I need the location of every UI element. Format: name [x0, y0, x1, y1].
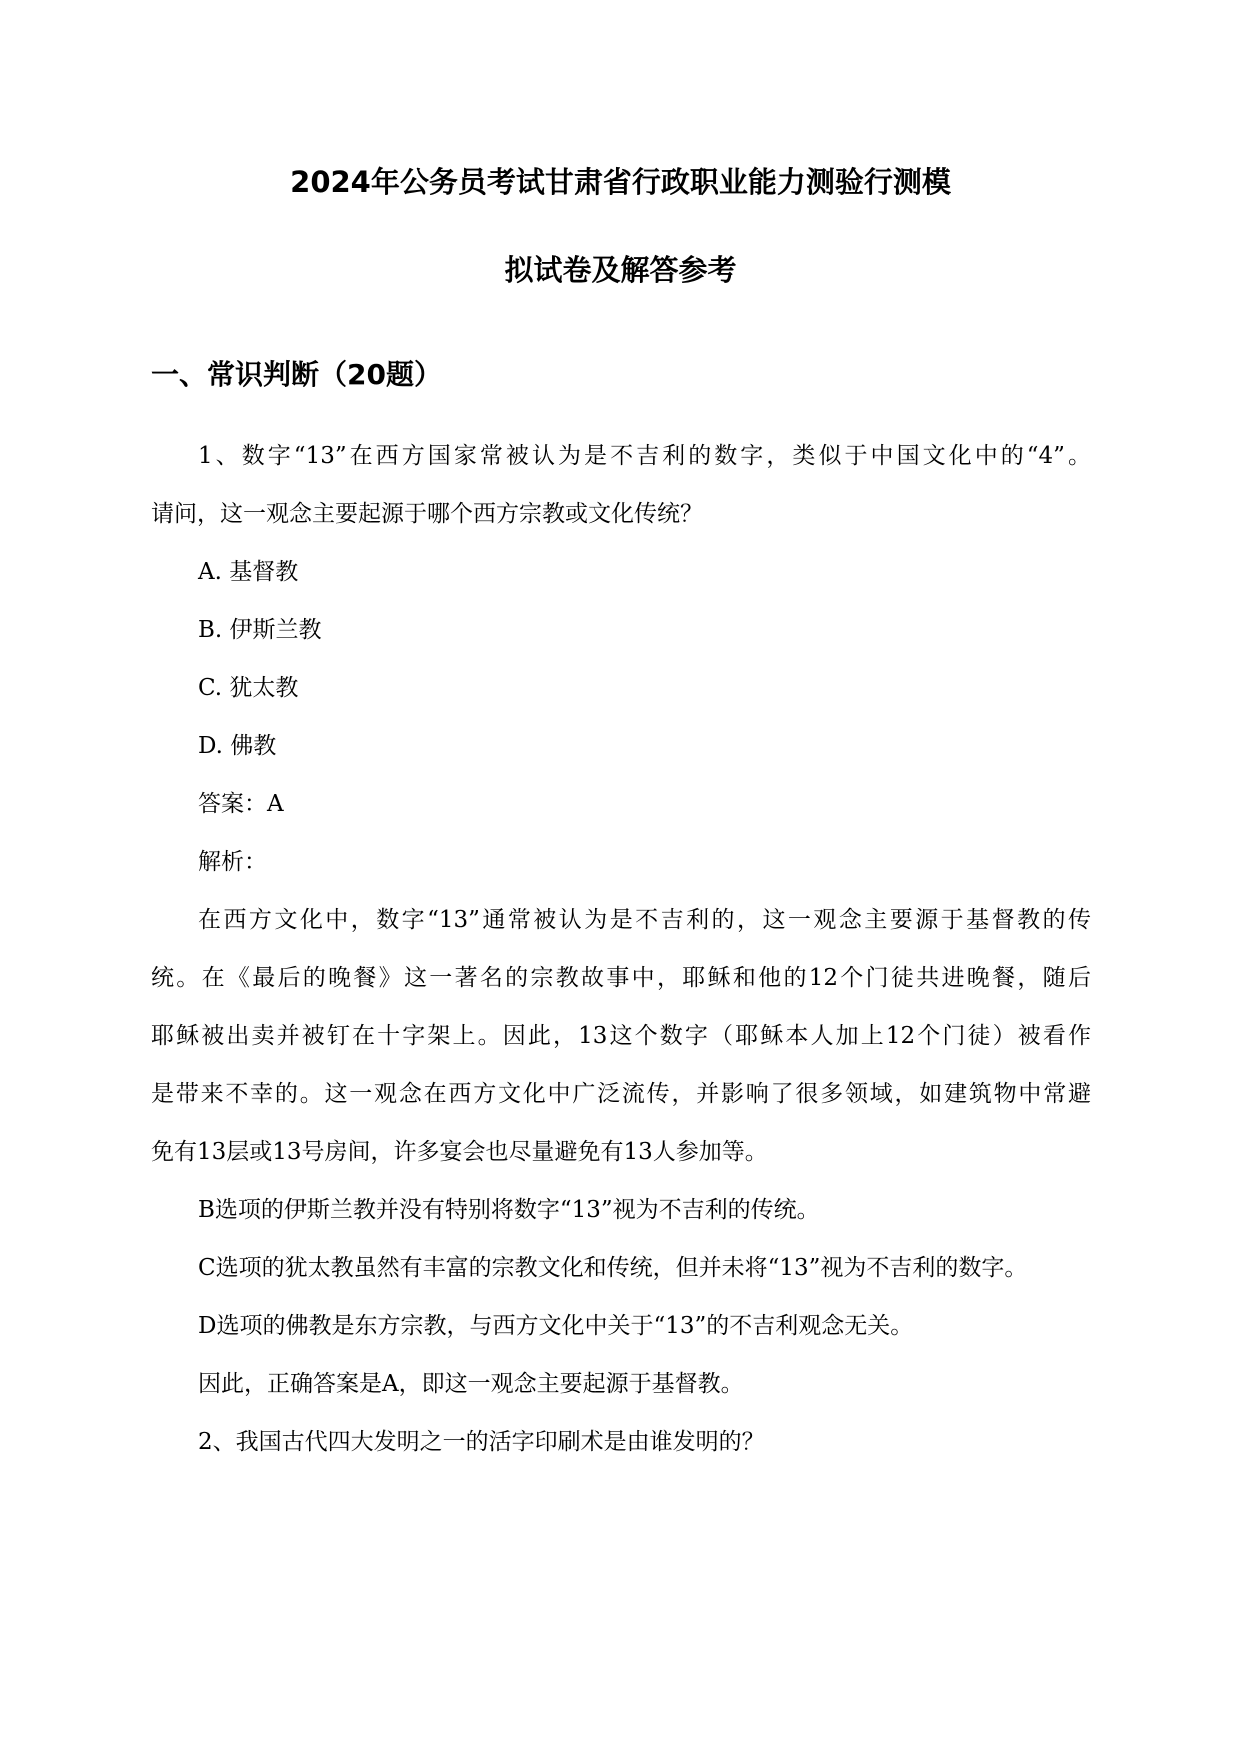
option-c-note: C选项的犹太教虽然有丰富的宗教文化和传统，但并未将“13”视为不吉利的数字。 [198, 1255, 1028, 1281]
conclusion-line: 因此，正确答案是A，即这一观念主要起源于基督教。 [198, 1371, 744, 1397]
option-a: A. 基督教 [198, 559, 299, 585]
document-title-line-2: 拟试卷及解答参考 [504, 253, 737, 287]
option-b-note: B选项的伊斯兰教并没有特别将数字“13”视为不吉利的传统。 [198, 1197, 820, 1223]
analysis-line-2: 统。在《最后的晚餐》这一著名的宗教故事中，耶稣和他的12个门徒共进晚餐，随后 [151, 965, 1091, 991]
question-2-stem: 2、我国古代四大发明之一的活字印刷术是由谁发明的？ [198, 1429, 765, 1455]
analysis-line-3: 耶稣被出卖并被钉在十字架上。因此，13这个数字（耶稣本人加上12个门徒）被看作 [151, 1023, 1091, 1049]
option-b: B. 伊斯兰教 [198, 617, 322, 643]
analysis-line-5: 免有13层或13号房间，许多宴会也尽量避免有13人参加等。 [151, 1139, 768, 1165]
analysis-line-1: 在西方文化中，数字“13”通常被认为是不吉利的，这一观念主要源于基督教的传 [198, 907, 1091, 933]
question-1-stem-line-1: 1、数字“13”在西方国家常被认为是不吉利的数字，类似于中国文化中的“4”。 [198, 443, 1091, 469]
document-title-line-1: 2024年公务员考试甘肃省行政职业能力测验行测模 [290, 165, 951, 199]
analysis-label: 解析： [198, 849, 267, 875]
question-1-stem-line-2: 请问，这一观念主要起源于哪个西方宗教或文化传统？ [151, 501, 703, 527]
option-d: D. 佛教 [198, 733, 277, 759]
answer-line: 答案：A [198, 791, 284, 817]
analysis-line-4: 是带来不幸的。这一观念在西方文化中广泛流传，并影响了很多领域，如建筑物中常避 [151, 1081, 1091, 1107]
option-c: C. 犹太教 [198, 675, 299, 701]
section-heading: 一、常识判断（20题） [151, 358, 442, 391]
option-d-note: D选项的佛教是东方宗教，与西方文化中关于“13”的不吉利观念无关。 [198, 1313, 914, 1339]
